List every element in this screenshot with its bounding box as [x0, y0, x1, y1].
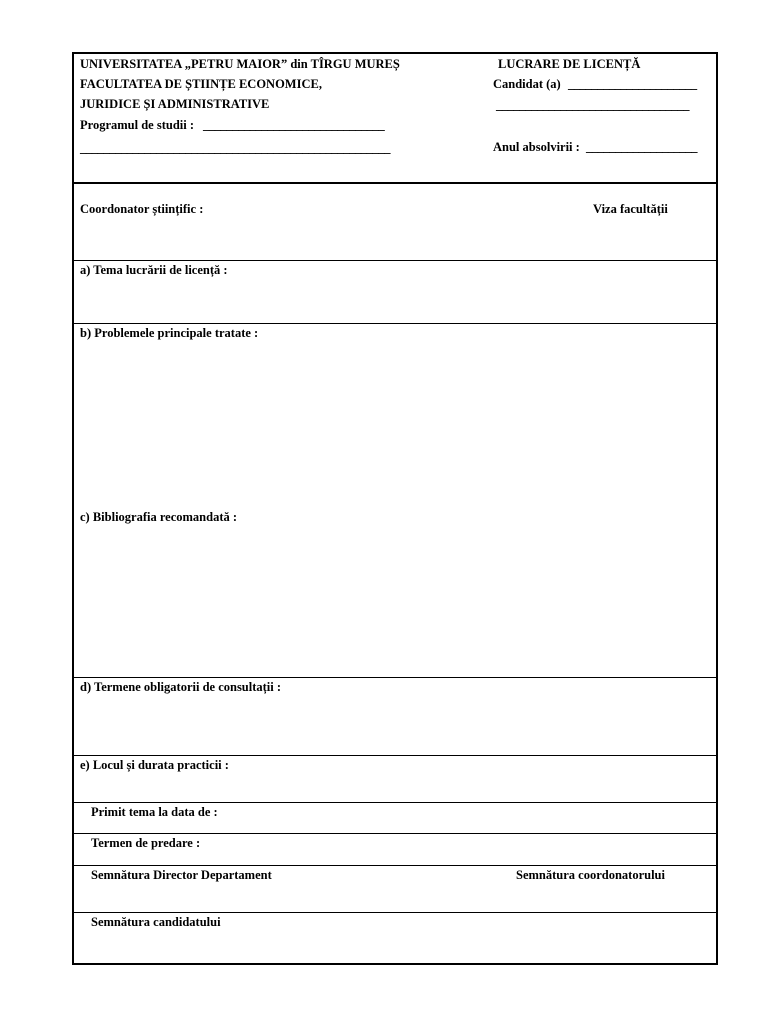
university-name: UNIVERSITATEA „PETRU MAIOR” din TÎRGU MUREȘ	[80, 57, 400, 71]
signatures-section[interactable]	[74, 865, 716, 912]
coordinator-section	[74, 182, 716, 260]
department-director-signature-label: Semnătura Director Departament	[91, 868, 272, 882]
candidate-signature-label: Semnătura candidatului	[91, 915, 221, 929]
graduation-year-field[interactable]: ___________________	[586, 140, 698, 154]
coordinator-label: Coordonator științific :	[80, 202, 204, 216]
document-title: LUCRARE DE LICENȚĂ	[498, 57, 641, 71]
consultation-deadlines-section[interactable]	[74, 677, 716, 755]
faculty-name-line2: JURIDICE ȘI ADMINISTRATIVE	[80, 97, 270, 111]
candidate-signature-section[interactable]	[74, 912, 716, 963]
received-date-section[interactable]	[74, 802, 716, 833]
submission-deadline-label: Termen de predare :	[91, 836, 201, 850]
header-section	[74, 54, 716, 182]
internship-section[interactable]	[74, 755, 716, 802]
thesis-topic-section[interactable]	[74, 260, 716, 323]
thesis-topic-label: a) Tema lucrării de licență :	[80, 263, 228, 277]
candidate-field-line2[interactable]: _________________________________	[496, 98, 690, 112]
coordinator-signature-label: Semnătura coordonatorului	[516, 868, 665, 882]
received-date-label: Primit tema la data de :	[91, 805, 218, 819]
candidate-label: Candidat (a)	[493, 77, 561, 91]
consultation-deadlines-label: d) Termene obligatorii de consultații :	[80, 680, 282, 694]
program-field[interactable]: _______________________________	[203, 118, 385, 132]
faculty-visa-label: Viza facultății	[593, 202, 668, 216]
program-field-line2[interactable]: _____________________________________________________	[80, 141, 391, 155]
faculty-name-line1: FACULTATEA DE ȘTIINȚE ECONOMICE,	[80, 77, 322, 91]
bibliography-label: c) Bibliografia recomandată :	[80, 510, 238, 524]
main-issues-section[interactable]	[74, 323, 716, 677]
thesis-form	[72, 52, 718, 965]
graduation-year-label: Anul absolvirii :	[493, 140, 580, 154]
main-issues-label: b) Problemele principale tratate :	[80, 326, 259, 340]
internship-label: e) Locul și durata practicii :	[80, 758, 229, 772]
program-label: Programul de studii :	[80, 118, 195, 132]
candidate-field[interactable]: ______________________	[568, 77, 697, 91]
submission-deadline-section[interactable]	[74, 833, 716, 865]
